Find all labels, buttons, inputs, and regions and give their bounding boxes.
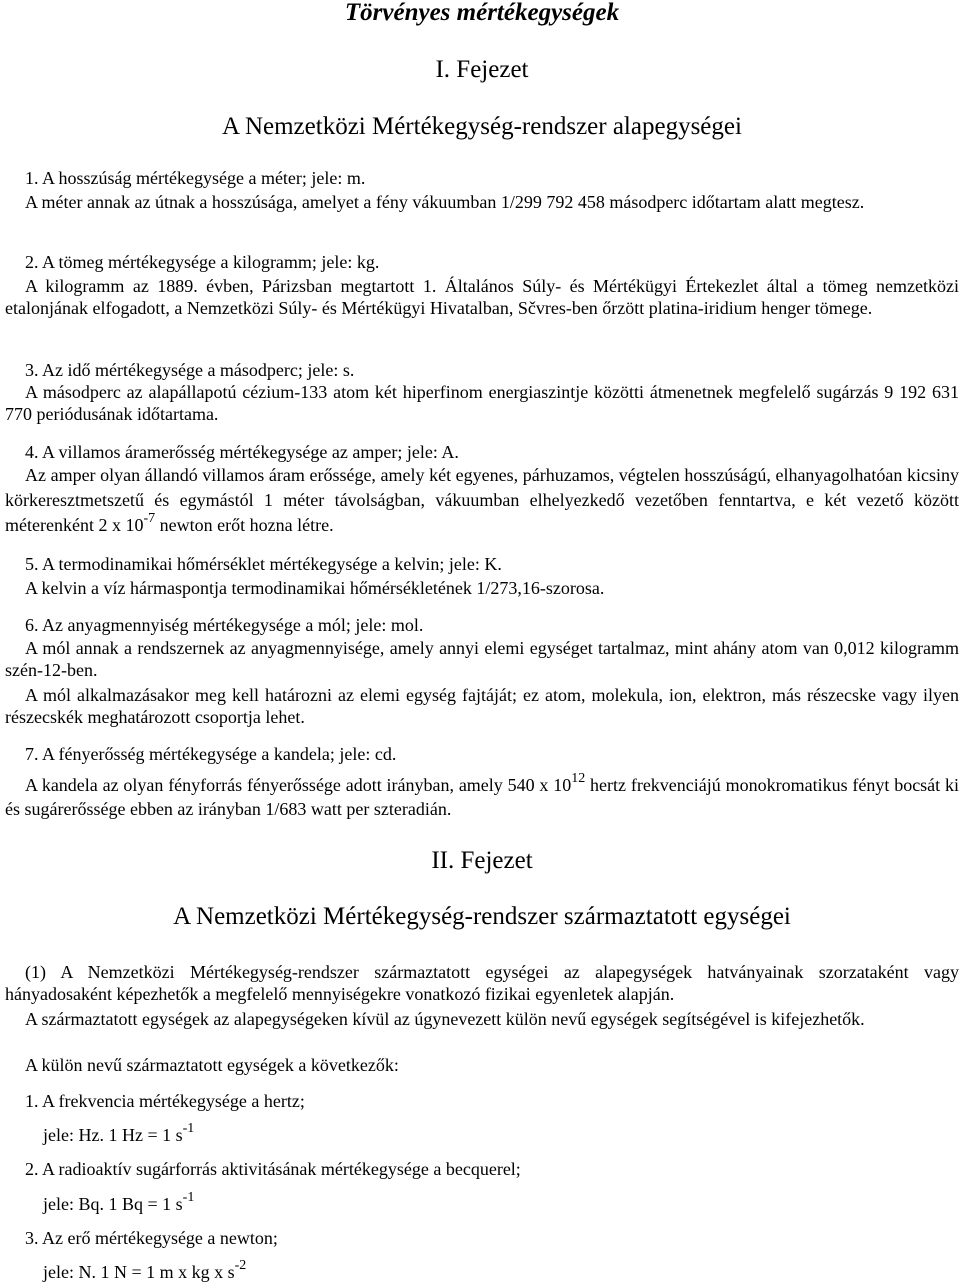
section-4-exponent: -7 bbox=[143, 511, 156, 526]
section-1-body: A méter annak az útnak a hosszúsága, amelyet a fény vákuumban 1/299 792 458 másodperc időtartam alatt megtesz. bbox=[25, 192, 865, 212]
derived-item-1-symbol-text: jele: Hz. 1 Hz = 1 s bbox=[43, 1125, 183, 1145]
chapter-1-number: I. Fejezet bbox=[435, 56, 529, 83]
derived-item-2-symbol bbox=[5, 1190, 960, 1215]
section-4-body-end: newton erőt hozna létre. bbox=[155, 515, 334, 535]
derived-item-2-heading: 2. A radioaktív sugárforrás aktivitásának mértékegysége a becquerel; bbox=[25, 1159, 521, 1179]
section-5-body: A kelvin a víz hármaspontja termodinamikai hőmérsékletének 1/273,16-szorosa. bbox=[25, 578, 605, 598]
derived-item-2-exponent: -1 bbox=[182, 1190, 195, 1205]
section-4-body-text: Az amper olyan állandó villamos áram erőssége, amely két egyenes, párhuzamos, végtelen hosszúságú, elhanyagolhatóan kicsiny körkeresztmetszetű és egymástól 1 méter távolságban, vákuumban elhelyezkedő vezetőben fenntartva, e két vezető között méterenként 2 x 10 bbox=[5, 465, 959, 535]
section-6-heading: 6. Az anyagmennyiség mértékegysége a mól; jele: mol. bbox=[25, 615, 424, 635]
section-1-heading: 1. A hosszúság mértékegysége a méter; jele: m. bbox=[25, 168, 366, 188]
section-2-heading: 2. A tömeg mértékegysége a kilogramm; jele: kg. bbox=[25, 252, 380, 272]
chapter-2-number: II. Fejezet bbox=[431, 847, 533, 874]
derived-item-1-symbol bbox=[5, 1121, 960, 1146]
derived-item-3-exponent: -2 bbox=[234, 1258, 247, 1273]
section-5-heading: 5. A termodinamikai hőmérséklet mértékegysége a kelvin; jele: K. bbox=[25, 554, 502, 574]
derived-item-1-exponent: -1 bbox=[182, 1121, 195, 1136]
derived-paragraph-1: (1) A Nemzetközi Mértékegység-rendszer származtatott egységei az alapegységek hatványainak szorzataként vagy hányadosaként képezhetők a megfelelő mennyiségekre vonatkozó fizikai egyenletek alapján. bbox=[5, 962, 959, 1004]
derived-item-3-heading: 3. Az erő mértékegysége a newton; bbox=[25, 1228, 278, 1248]
section-6-body-1: A mól annak a rendszernek az anyagmennyisége, amely annyi elemi egységet tartalmaz, mint ahány atom van 0,012 kilogramm szén-12-ben. bbox=[5, 638, 959, 680]
derived-item-3-symbol-text: jele: N. 1 N = 1 m x kg x s bbox=[43, 1262, 235, 1282]
section-2-body: A kilogramm az 1889. évben, Párizsban megtartott 1. Általános Súly- és Mértékügyi Értekezlet által a tömeg nemzetközi etalonjának elfogadott, a Nemzetközi Súly- és Mértékügyi Hivatalban, Sčvres-ben őrzött platina-iridium henger tömege. bbox=[5, 276, 959, 318]
section-3-heading: 3. Az idő mértékegysége a másodperc; jele: s. bbox=[25, 360, 355, 380]
derived-item-2-symbol-text: jele: Bq. 1 Bq = 1 s bbox=[43, 1194, 183, 1214]
section-7-body-text: A kandela az olyan fényforrás fényerőssége adott irányban, amely 540 x 10 bbox=[25, 775, 572, 795]
derived-paragraph-3: A külön nevű származtatott egységek a következők: bbox=[25, 1055, 399, 1075]
document-title: Törvényes mértékegységek bbox=[344, 0, 620, 26]
section-7-body-end: hertz frekvenciájú monokromatikus fényt bocsát ki és sugárerőssége ebben az irányban 1/683 watt per szteradián. bbox=[5, 775, 959, 819]
section-3-body: A másodperc az alapállapotú cézium-133 atom két hiperfinom energiaszintje közötti átmenetnek megfelelő sugárzás 9 192 631 770 periódusának időtartama. bbox=[5, 382, 959, 424]
chapter-1-title: A Nemzetközi Mértékegység-rendszer alapegységei bbox=[222, 113, 742, 140]
derived-item-3-symbol bbox=[5, 1258, 960, 1283]
section-4-body bbox=[5, 463, 959, 538]
section-7-body bbox=[5, 773, 959, 821]
section-6-body-2: A mól alkalmazásakor meg kell határozni az elemi egység fajtáját; ez atom, molekula, ion, elektron, más részecske vagy ilyen részecskék meghatározott csoportja lehet. bbox=[5, 685, 959, 727]
derived-paragraph-2: A származtatott egységek az alapegységeken kívül az úgynevezett külön nevű egységek segítségével is kifejezhetők. bbox=[25, 1009, 865, 1029]
section-4-heading: 4. A villamos áramerősség mértékegysége az amper; jele: A. bbox=[25, 442, 459, 462]
chapter-2-title: A Nemzetközi Mértékegység-rendszer származtatott egységei bbox=[173, 903, 791, 930]
section-7-exponent: 12 bbox=[571, 771, 586, 786]
derived-item-1-heading: 1. A frekvencia mértékegysége a hertz; bbox=[25, 1091, 305, 1111]
section-7-heading: 7. A fényerősség mértékegysége a kandela; jele: cd. bbox=[25, 744, 397, 764]
